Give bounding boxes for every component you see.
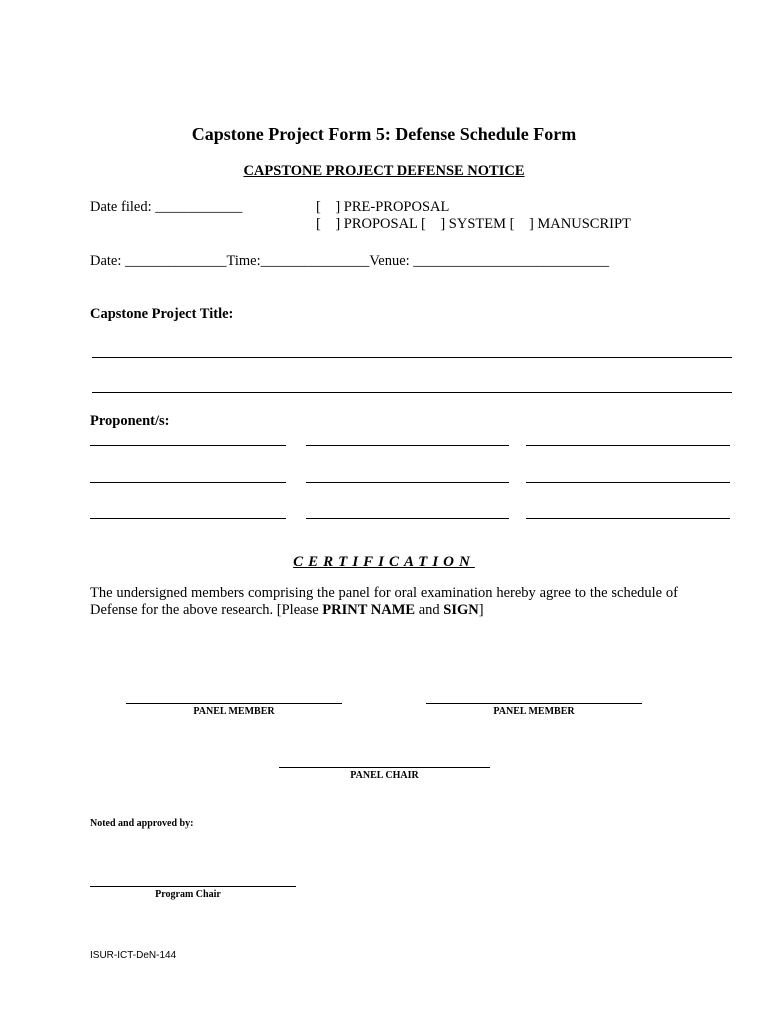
signature-line-program-chair <box>90 886 296 887</box>
form-subtitle: CAPSTONE PROJECT DEFENSE NOTICE <box>243 163 525 179</box>
signature-line-panel-member-right <box>426 703 642 704</box>
panel-member-label: PANEL MEMBER <box>193 706 275 717</box>
proponent-line <box>306 445 509 446</box>
proponent-line <box>526 445 730 446</box>
certification-text: The undersigned members comprising the panel for oral examination hereby agree to the schedule of Defense for the above research. [Please <box>90 585 678 618</box>
proponent-line <box>306 518 509 519</box>
date-filed-label: Date filed: ____________ <box>90 199 243 215</box>
sign-emphasis: SIGN <box>443 602 479 618</box>
proponent-line <box>526 482 730 483</box>
proponents-label: Proponent/s: <box>90 413 170 429</box>
proponent-line <box>90 445 286 446</box>
schedule-line: Date: ______________Time:_______________Venue: ___________________________ <box>90 253 610 269</box>
program-chair-label: Program Chair <box>155 889 221 900</box>
noted-approved-label: Noted and approved by: <box>90 818 194 829</box>
signature-line-panel-chair <box>279 767 490 768</box>
project-title-line <box>92 392 732 393</box>
and-text: and <box>415 602 444 618</box>
print-name-emphasis: PRINT NAME <box>322 602 416 618</box>
proponent-line <box>90 518 286 519</box>
defense-type-options: [ ] PROPOSAL [ ] SYSTEM [ ] MANUSCRIPT <box>316 216 631 232</box>
project-title-line <box>92 357 732 358</box>
form-code: ISUR-ICT-DeN-144 <box>90 950 177 961</box>
proponent-line <box>90 482 286 483</box>
certification-paragraph <box>90 585 678 619</box>
panel-chair-label: PANEL CHAIR <box>350 770 419 781</box>
project-title-label: Capstone Project Title: <box>90 306 234 322</box>
defense-type-option-preproposal: [ ] PRE-PROPOSAL <box>316 199 450 215</box>
close-bracket: ] <box>478 602 484 618</box>
proponent-line <box>306 482 509 483</box>
proponent-line <box>526 518 730 519</box>
form-title: Capstone Project Form 5: Defense Schedule Form <box>191 124 577 144</box>
certification-heading: CERTIFICATION <box>293 554 475 570</box>
signature-line-panel-member-left <box>126 703 342 704</box>
panel-member-label: PANEL MEMBER <box>493 706 575 717</box>
